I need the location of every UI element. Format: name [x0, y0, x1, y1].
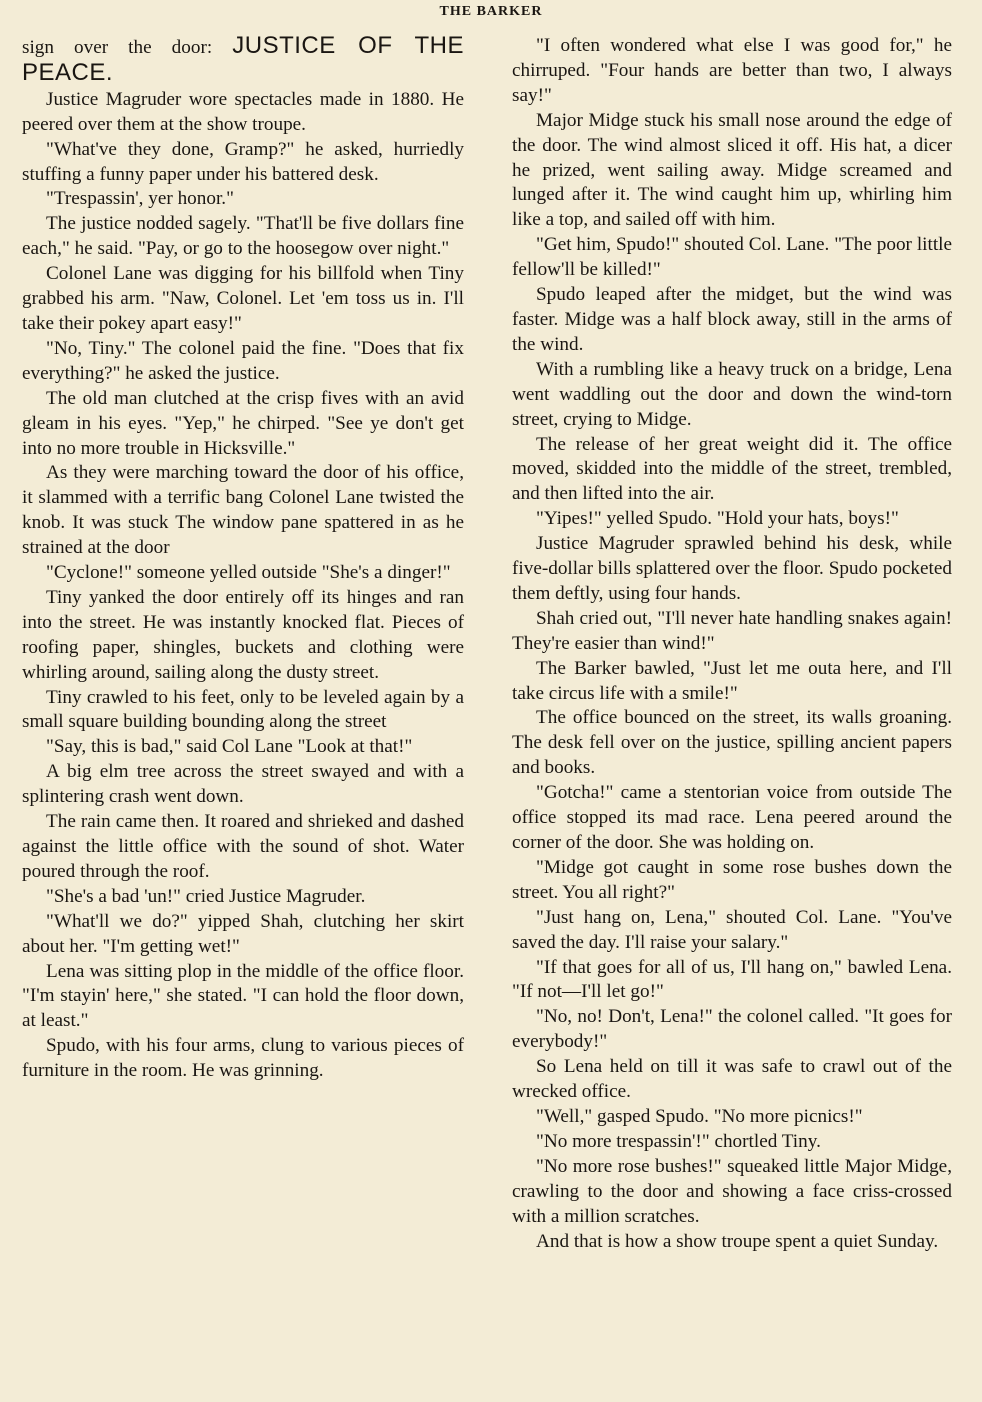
paragraph: Spudo, with his four arms, clung to various pieces of furniture in the room. He was grinning. — [22, 1035, 464, 1082]
paragraph: "Yipes!" yelled Spudo. "Hold your hats, boys!" — [536, 508, 899, 530]
paragraph: The release of her great weight did it. The office moved, skidded into the middle of the street, trembled, and then lifted into the air. — [512, 433, 952, 505]
paragraph: With a rumbling like a heavy truck on a bridge, Lena went waddling out the door and down the wind-torn street, crying to Midge. — [512, 358, 952, 430]
paragraph: Tiny yanked the door entirely off its hinges and ran into the street. He was instantly knocked flat. Pieces of roofing paper, shingles, buckets and clothing were whirling around, sailing along the dusty street. — [22, 586, 464, 683]
paragraph: The rain came then. It roared and shrieked and dashed against the little office with the sound of shot. Water poured through the roof. — [22, 811, 464, 882]
right-column — [512, 34, 952, 1254]
paragraph: "Well," gasped Spudo. "No more picnics!" — [536, 1105, 863, 1127]
paragraph: "Say, this is bad," said Col Lane "Look at that!" — [46, 736, 413, 758]
paragraph: The old man clutched at the crisp fives with an avid gleam in his eyes. "Yep," he chirped. "See ye don't get into no more trouble in Hicksville." — [22, 387, 464, 459]
paragraph: "Trespassin', yer honor." — [46, 188, 234, 210]
paragraph: "No more rose bushes!" squeaked little Major Midge, crawling to the door and showing a face criss-crossed with a million scratches. — [512, 1155, 952, 1227]
paragraph: The justice nodded sagely. "That'll be five dollars fine each," he said. "Pay, or go to the hoosegow over night." — [22, 213, 464, 260]
paragraph: "I often wondered what else I was good for," he chirruped. "Four hands are better than two, I always say!" — [512, 35, 952, 106]
paragraph: And that is how a show troupe spent a quiet Sunday. — [536, 1230, 939, 1252]
paragraph: "Just hang on, Lena," shouted Col. Lane. "You've saved the day. I'll raise your salary." — [512, 906, 952, 953]
left-column — [22, 34, 464, 1084]
paragraph: A big elm tree across the street swayed and with a splintering crash went down. — [22, 761, 464, 808]
paragraph: "Cyclone!" someone yelled outside "She's a dinger!" — [46, 562, 451, 584]
paragraph: Colonel Lane was digging for his billfold when Tiny grabbed his arm. "Naw, Colonel. Let 'em toss us in. I'll take their pokey apart easy!" — [22, 263, 464, 334]
paragraph: Major Midge stuck his small nose around the edge of the door. The wind almost sliced it off. His hat, a dicer he prized, went sailing away. Midge screamed and lunged after it. The wind caught him up, whirling him like a top, and sailed off with him. — [512, 109, 952, 231]
paragraph: The Barker bawled, "Just let me outa here, and I'll take circus life with a smile!" — [512, 657, 952, 704]
paragraph: "Gotcha!" came a stentorian voice from outside The office stopped its mad race. Lena peered around the corner of the door. She was holding on. — [512, 782, 952, 853]
paragraph: Spudo leaped after the midget, but the wind was faster. Midge was a half block away, still in the arms of the wind. — [512, 284, 952, 355]
paragraph: "What'll we do?" yipped Shah, clutching her skirt about her. "I'm getting wet!" — [22, 910, 464, 957]
paragraph: Justice Magruder sprawled behind his desk, while five-dollar bills splattered over the floor. Spudo pocketed them deftly, using four hands. — [512, 533, 952, 604]
paragraph: Shah cried out, "I'll never hate handling snakes again! They're easier than wind!" — [512, 607, 952, 654]
paragraph: "No, Tiny." The colonel paid the fine. "Does that fix everything?" he asked the justice. — [22, 337, 464, 384]
paragraph: "Get him, Spudo!" shouted Col. Lane. "The poor little fellow'll be killed!" — [512, 234, 952, 281]
paragraph: "No, no! Don't, Lena!" the colonel called. "It goes for everybody!" — [512, 1006, 952, 1053]
sign-text: JUSTICE OF THE PEACE. — [22, 32, 464, 86]
opening-text: sign over the door: — [22, 37, 233, 58]
opening-paragraph — [22, 34, 464, 88]
paragraph: So Lena held on till it was safe to crawl out of the wrecked office. — [512, 1056, 952, 1103]
running-header: THE BARKER — [439, 4, 543, 19]
paragraph: "Midge got caught in some rose bushes down the street. You all right?" — [512, 856, 952, 903]
paragraph: "What've they done, Gramp?" he asked, hurriedly stuffing a funny paper under his battered desk. — [22, 138, 464, 185]
paragraph: "If that goes for all of us, I'll hang on," bawled Lena. "If not—I'll let go!" — [512, 956, 952, 1003]
paragraph: "No more trespassin'!" chortled Tiny. — [536, 1130, 821, 1152]
paragraph: "She's a bad 'un!" cried Justice Magruder. — [46, 885, 366, 907]
paragraph: Tiny crawled to his feet, only to be leveled again by a small square building bounding along the street — [22, 686, 464, 733]
paragraph: As they were marching toward the door of his office, it slammed with a terrific bang Colonel Lane twisted the knob. It was stuck The window pane spattered in as he strained at the door — [22, 462, 464, 559]
paragraph: The office bounced on the street, its walls groaning. The desk fell over on the justice, spilling ancient papers and books. — [512, 707, 952, 779]
paragraph: Justice Magruder wore spectacles made in 1880. He peered over them at the show troupe. — [22, 88, 464, 135]
paragraph: Lena was sitting plop in the middle of the office floor. "I'm stayin' here," she stated. "I can hold the floor down, at least." — [22, 960, 464, 1032]
